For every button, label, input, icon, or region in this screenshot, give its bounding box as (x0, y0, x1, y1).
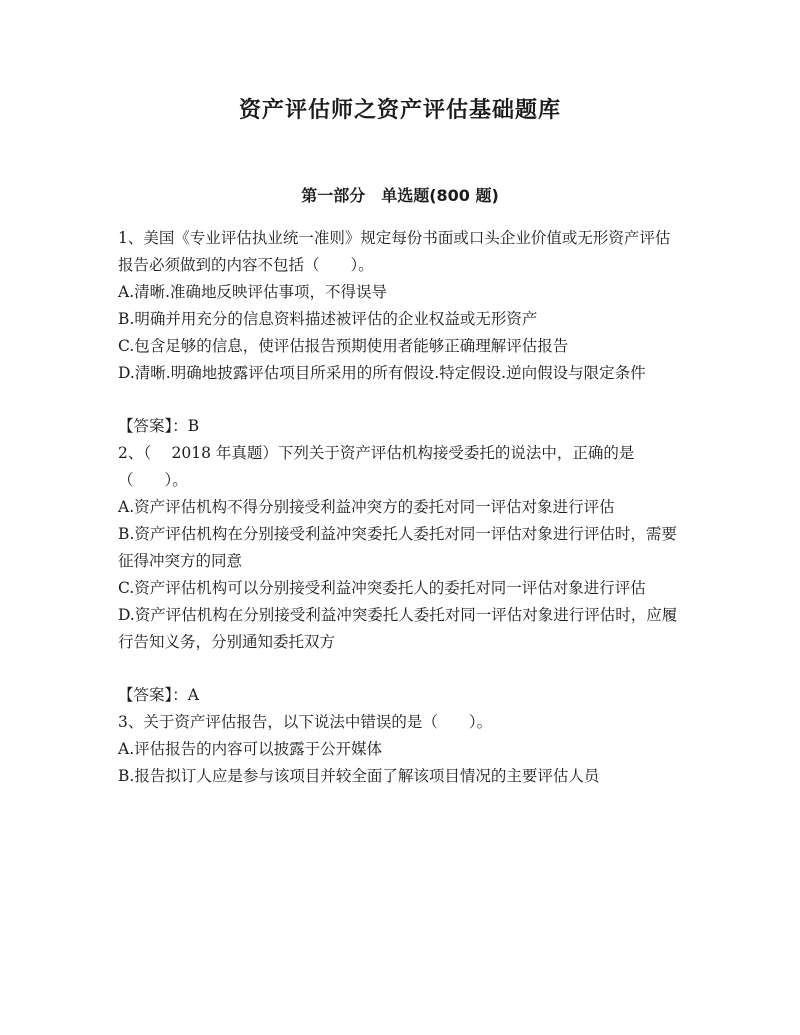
question-1 (118, 225, 683, 440)
option-a: A.清晰.准确地反映评估事项，不得误导 (118, 283, 388, 301)
answer-line: 【答案】：A (118, 686, 199, 704)
option-a: A.资产评估机构不得分别接受利益冲突方的委托对同一评估对象进行评估 (118, 498, 615, 516)
answer-line: 【答案】：B (118, 417, 200, 435)
option-a: A.评估报告的内容可以披露于公开媒体 (118, 740, 383, 758)
section-heading: 第一部分 单选题(800 题) (301, 186, 499, 205)
question-list (118, 225, 683, 790)
option-d: D.资产评估机构在分别接受利益冲突委托人委托对同一评估对象进行评估时，应履行告知义务，分别通知委托双方 (118, 606, 678, 651)
option-b: B.明确并用充分的信息资料描述被评估的企业权益或无形资产 (118, 310, 538, 328)
question-stem: 2、（ 2018 年真题）下列关于资产评估机构接受委托的说法中，正确的是（ ）。 (118, 444, 635, 489)
question-stem: 1、美国《专业评估执业统一准则》规定每份书面或口头企业价值或无形资产评估报告必须做到的内容不包括（ ）。 (118, 229, 671, 274)
option-b: B.资产评估机构在分别接受利益冲突委托人委托对同一评估对象进行评估时，需要征得冲突方的同意 (118, 525, 677, 570)
question-3 (118, 709, 683, 790)
option-c: C.包含足够的信息，使评估报告预期使用者能够正确理解评估报告 (118, 337, 569, 355)
option-c: C.资产评估机构可以分别接受利益冲突委托人的委托对同一评估对象进行评估 (118, 579, 646, 597)
question-2 (118, 440, 683, 709)
document-title: 资产评估师之资产评估基础题库 (238, 98, 561, 123)
question-stem: 3、关于资产评估报告，以下说法中错误的是（ ）。 (118, 713, 493, 731)
option-b: B.报告拟订人应是参与该项目并较全面了解该项目情况的主要评估人员 (118, 767, 600, 785)
option-d: D.清晰.明确地披露评估项目所采用的所有假设.特定假设.逆向假设与限定条件 (118, 364, 646, 382)
